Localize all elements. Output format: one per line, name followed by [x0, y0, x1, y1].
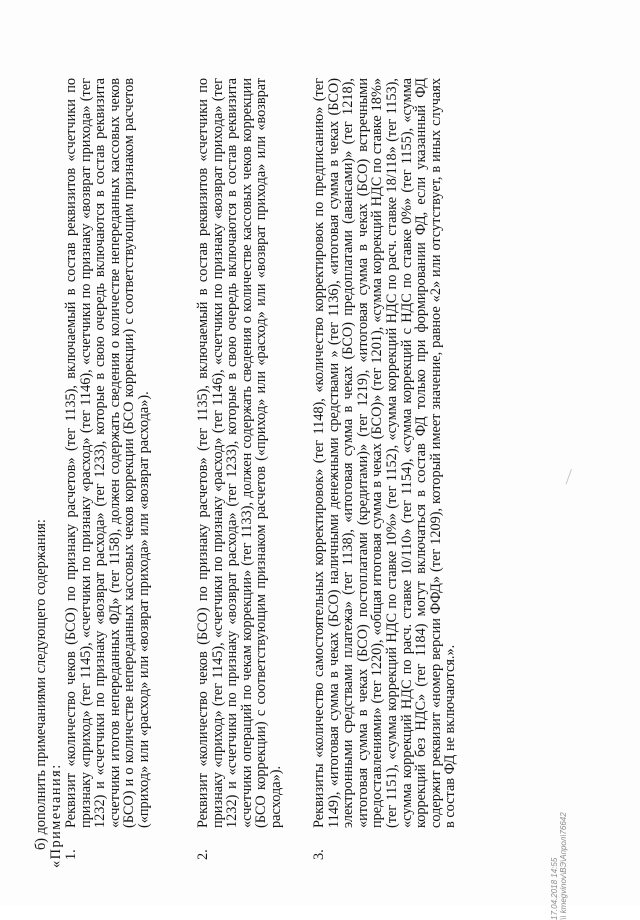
note-text-3: Реквизиты «количество самостоятельных корректировок» (тег 1148), «количество корректировок по предписанию» (тег 1149), «итоговая сумма в чеках (БСО) наличными денежными средствами » (тег 1136), «итоговая сумма в чеках (БСО) электронными средствами платежа» (тег 1138), «итоговая сумма в чеках (БСО) предоплатами (авансами)» (тег 1218), «итоговая сумма в чеках (БСО) постоплатами (кредитами)» (тег 1219), «итоговая сумма в чеках (БСО) встречными предоставлениями» (тег 1220), «общая итоговая сумма в чеках (БСО)» (тег 1201), «сумма коррекций НДС по ставке 18%» (тег 1151), «сумма коррекций НДС по ставке 10%» (тег 1152), «сумма коррекций НДС по расч. ставке 18/118» (тег 1153), «сумма коррекций НДС по расч. ставке 10/110» (тег 1154), «сумма коррекций с НДС по ставке 0%» (тег 1155), «сумма коррекций без НДС» (тег 1184) могут включаться в состав ФД только при формировании ФД, если указанный ФД содержит реквизит «номер версии ФФД» (тег 1209), который имеет значение, равное «2» или отсутствует, в иных случаях в состав ФД не включаются.». [311, 78, 459, 828]
note-text-2: Реквизит «количество чеков (БСО) по признаку расчетов» (тег 1135), включаемый в состав реквизитов «счетчики по признаку «приход» (тег 1145), «счетчики по признаку «расход» (тег 1146), «счетчики по признаку «возврат прихода» (тег 1232) и «счетчики по признаку «возврат расхода» (тег 1233), которые в свою очередь включаются в состав реквизита «счетчики операций по чекам коррекции» (тег 1133), должен содержать сведения о количестве кассовых чеков коррекции (БСО коррекции) с соответствующим признаком расчетов («приход» или «расход» или «возврат прихода» или «возврат расхода»). [195, 78, 284, 828]
stamp-line: 17.04.2018 14:55 [550, 857, 559, 920]
note-number-1: 1. [63, 849, 79, 860]
print-stamp [550, 770, 568, 920]
notes-caption: «Примечания: [48, 763, 64, 868]
rotated-text-block [10, 50, 570, 920]
note-number-3: 3. [311, 849, 327, 860]
intro-line: б) дополнить примечаниями следующего содержания: [33, 519, 49, 850]
note-number-2: 2. [195, 849, 211, 860]
note-text-1: Реквизит «количество чеков (БСО) по признаку расчетов» (тег 1135), включаемый в состав реквизитов «счетчики по признаку «приход» (тег 1145), «счетчики по признаку «расход» (тег 1146), «счетчики по признаку «возврат прихода» (тег 1232) и «счетчики по признаку «возврат расхода» (тег 1233), которые в свою очередь включаются в состав реквизита «счетчики итогов непереданных ФД» (тег 1158), должен содержать сведения о количестве непереданных кассовых чеков (БСО) и о количестве непереданных кассовых чеков коррекции (БСО коррекции) с соответствующим признаком расчетов («приход» или «расход» или «возврат прихода» или «возврат расхода»). [63, 78, 152, 828]
stamp-line: \\ kmegvinov\ВЭ\Апрол\76642 [559, 812, 568, 920]
